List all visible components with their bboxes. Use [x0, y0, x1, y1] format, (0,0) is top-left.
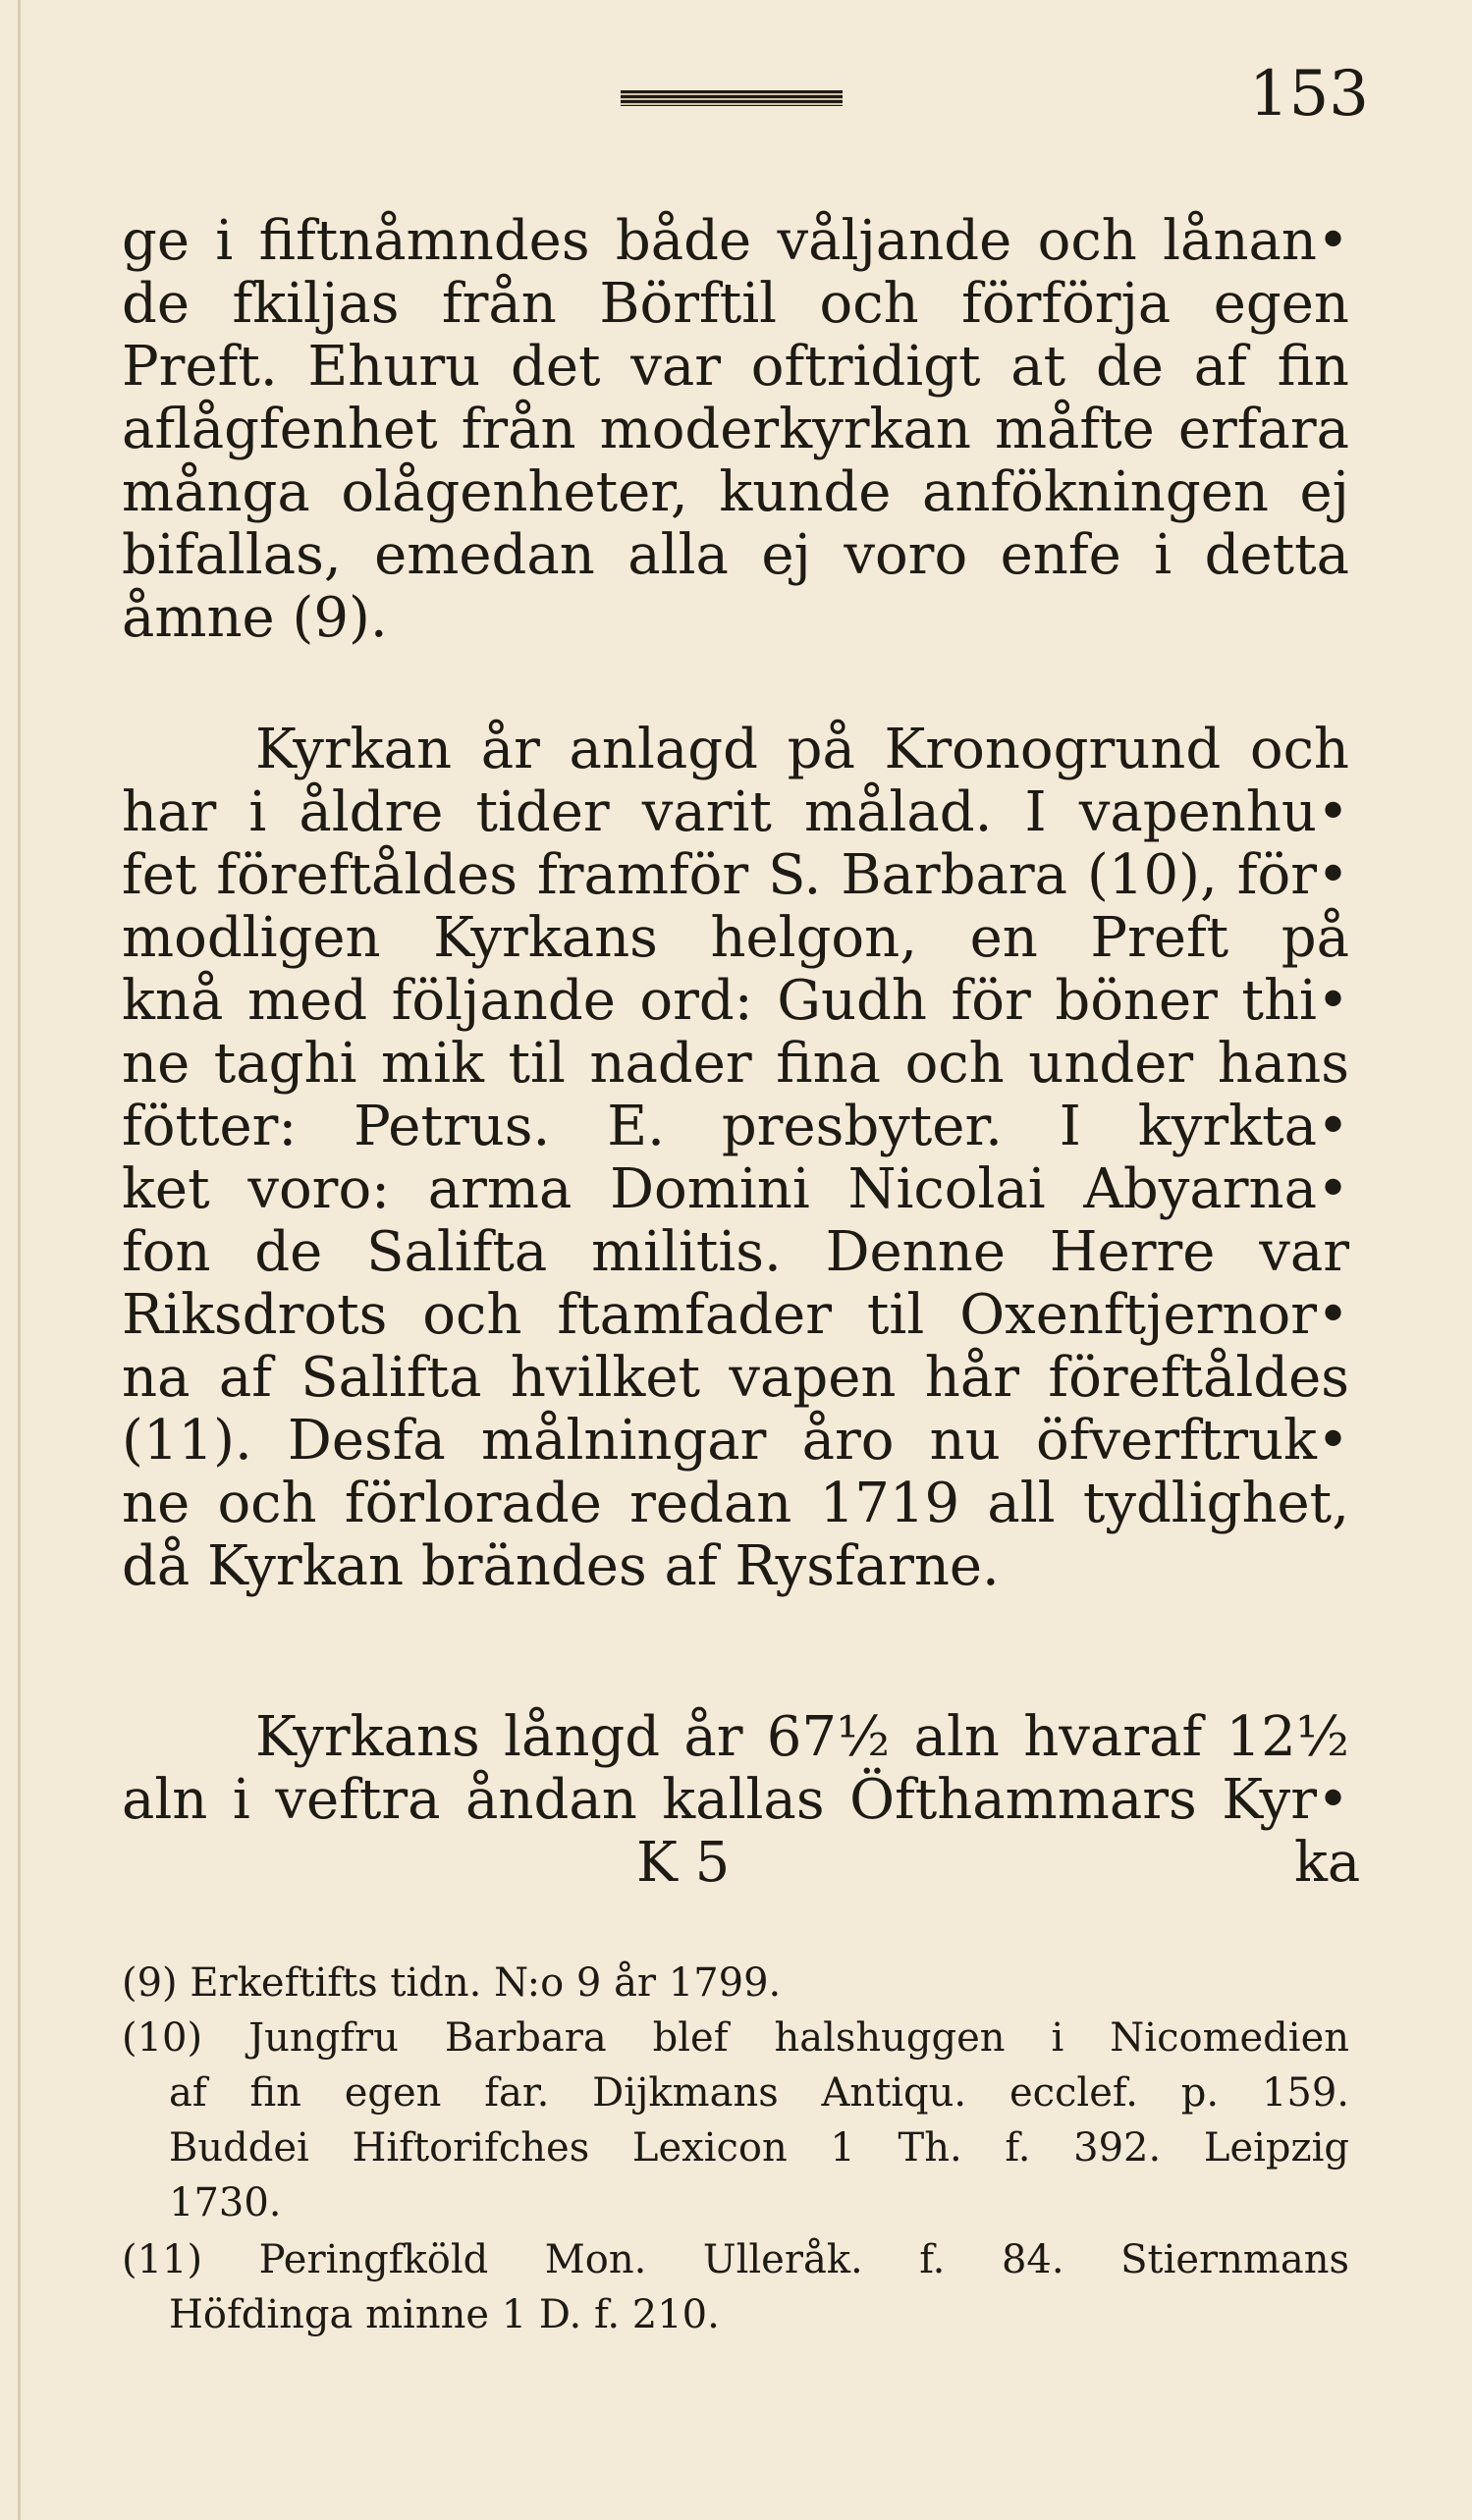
header-rule — [621, 90, 843, 106]
text-line: fon de Salifta militis. Denne Herre var — [122, 1220, 1349, 1284]
text-line: aflågfenhet från moderkyrkan måfte erfara — [122, 398, 1349, 461]
text-line: aln i veftra åndan kallas Öfthammars Kyr• — [122, 1768, 1349, 1832]
footnote-line: (10) Jungfru Barbara blef halshuggen i Nicomedien — [122, 2015, 1349, 2061]
footnote-line: Höfdinga minne 1 D. f. 210. — [169, 2292, 720, 2337]
signature-mark: K 5 — [636, 1831, 731, 1895]
text-line: då Kyrkan brändes af Rysfarne. — [122, 1534, 1000, 1598]
text-line: modligen Kyrkans helgon, en Preft på — [122, 906, 1349, 970]
text-line: har i åldre tider varit målad. I vapenhu• — [122, 780, 1349, 844]
text-line: åmne (9). — [122, 586, 388, 650]
text-line: Kyrkan år anlagd på Kronogrund och — [255, 718, 1349, 781]
page-number: 153 — [1248, 58, 1369, 131]
footnote-line: af fin egen far. Dijkmans Antiqu. ecclef. p. 159. — [169, 2070, 1349, 2116]
page-edge — [18, 0, 21, 2520]
text-line: knå med följande ord: Gudh för böner thi• — [122, 969, 1349, 1033]
footnote-line: Buddei Hiftorifches Lexicon 1 Th. f. 392. Leipzig — [169, 2125, 1349, 2171]
text-line: ne och förlorade redan 1719 all tydlighet, — [122, 1472, 1349, 1535]
text-line: Riksdrots och ftamfader til Oxenftjernor• — [122, 1283, 1349, 1347]
text-line: (11). Desfa målningar åro nu öfverftruk• — [122, 1409, 1349, 1473]
text-line: ket voro: arma Domini Nicolai Abyarna• — [122, 1157, 1349, 1221]
catchword: ka — [1294, 1831, 1361, 1895]
text-line: ne taghi mik til nader fina och under hans — [122, 1032, 1349, 1096]
text-line: Kyrkans långd år 67½ aln hvaraf 12½ — [255, 1705, 1349, 1769]
text-line: många olågenheter, kunde anfökningen ej — [122, 460, 1349, 524]
text-line: na af Salifta hvilket vapen hår föreftåldes — [122, 1346, 1349, 1410]
text-line: Preft. Ehuru det var oftridigt at de af fin — [122, 335, 1349, 399]
text-line: ge i fiftnåmndes både våljande och lånan• — [122, 209, 1349, 273]
footnote-line: 1730. — [169, 2180, 282, 2225]
footnote-line: (9) Erkeftifts tidn. N:o 9 år 1799. — [122, 1960, 782, 2006]
text-line: fet föreftåldes framför S. Barbara (10), för• — [122, 843, 1349, 907]
footnote-line: (11) Peringfköld Mon. Ulleråk. f. 84. Stiernmans — [122, 2237, 1349, 2282]
text-line: bifallas, emedan alla ej voro enfe i detta — [122, 523, 1349, 587]
text-line: fötter: Petrus. E. presbyter. I kyrkta• — [122, 1095, 1349, 1158]
text-line: de fkiljas från Börftil och förförja egen — [122, 272, 1349, 336]
